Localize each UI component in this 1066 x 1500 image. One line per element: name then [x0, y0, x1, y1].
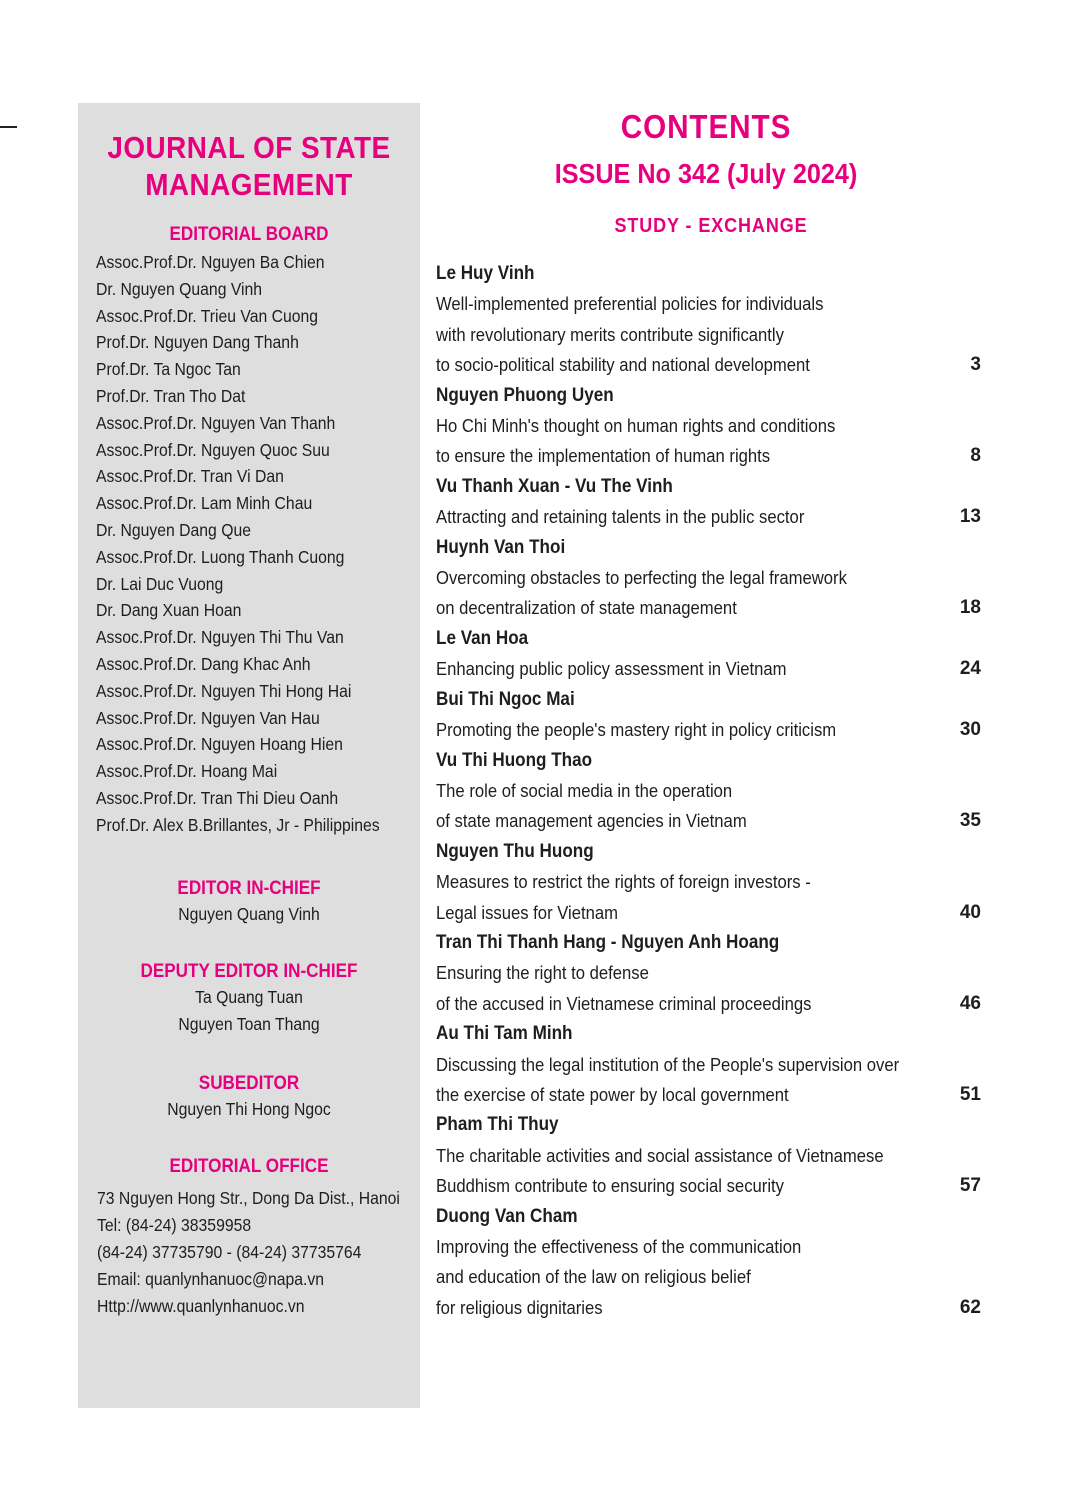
board-member: Dr. Lai Duc Vuong	[96, 573, 224, 594]
office-email: Email: quanlynhanuoc@napa.vn	[97, 1269, 325, 1290]
article-author: Nguyen Phuong Uyen	[436, 384, 614, 406]
toc-entry	[436, 1019, 981, 1110]
article-title-line	[436, 563, 981, 593]
board-member: Assoc.Prof.Dr. Nguyen Thi Hong Hai	[96, 680, 352, 701]
subeditor-names	[78, 1096, 420, 1123]
board-member: Assoc.Prof.Dr. Tran Vi Dan	[96, 466, 284, 487]
journal-title-line1: JOURNAL OF STATE	[107, 130, 391, 165]
page-number: 51	[959, 1083, 981, 1105]
page-number: 57	[959, 1175, 981, 1197]
journal-title	[95, 129, 403, 203]
editor-in-chief-heading: EDITOR IN-CHIEF	[177, 877, 321, 899]
article-author: Le Van Hoa	[436, 627, 529, 649]
toc-entry	[436, 533, 981, 624]
article-title-text: Ho Chi Minh's thought on human rights and conditions	[436, 415, 836, 437]
deputy-editor-heading: DEPUTY EDITOR IN-CHIEF	[140, 960, 358, 982]
article-title-line	[436, 1141, 981, 1171]
article-title-text: Well-implemented preferential policies for individuals	[436, 293, 824, 315]
article-title-line	[436, 989, 981, 1019]
article-title-text: Overcoming obstacles to perfecting the legal framework	[436, 567, 847, 589]
article-title-line	[436, 654, 981, 684]
masthead-sidebar	[78, 103, 420, 1408]
article-title-text: the exercise of state power by local government	[436, 1083, 789, 1105]
board-member: Assoc.Prof.Dr. Nguyen Hoang Hien	[96, 734, 343, 755]
deputy-editor-names	[78, 984, 420, 1038]
page-number: 24	[959, 658, 981, 680]
article-title-text: Improving the effectiveness of the communication	[436, 1236, 802, 1257]
article-title-text: Ensuring the right to defense	[436, 962, 649, 984]
article-title-text: and education of the law on religious belief	[436, 1266, 751, 1288]
article-title-line	[436, 1262, 981, 1292]
board-member: Assoc.Prof.Dr. Dang Khac Anh	[96, 653, 311, 674]
article-author: Duong Van Cham	[436, 1205, 578, 1227]
article-title-text: Promoting the people's mastery right in policy criticism	[436, 719, 837, 741]
article-author: Nguyen Thu Huong	[436, 840, 594, 862]
article-title-line	[436, 289, 981, 319]
article-title-text: to socio-political stability and national development	[436, 354, 810, 376]
article-author: Pham Thi Thuy	[436, 1114, 559, 1136]
deputy-editor-name: Ta Quang Tuan	[195, 986, 303, 1007]
board-member: Prof.Dr. Alex B.Brillantes, Jr - Philippines	[96, 814, 380, 835]
article-title-text: to ensure the implementation of human rights	[436, 445, 771, 467]
board-member: Dr. Dang Xuan Hoan	[96, 600, 242, 621]
page-number: 46	[959, 992, 981, 1014]
issue-number: ISSUE No 342 (July 2024)	[554, 158, 858, 189]
article-title-line	[436, 1171, 981, 1201]
article-title-line	[436, 411, 981, 441]
toc-entry	[436, 1110, 981, 1201]
editorial-board-list	[78, 249, 420, 839]
article-title-text: on decentralization of state management	[436, 597, 737, 619]
article-title-line	[436, 715, 981, 745]
board-member: Dr. Nguyen Quang Vinh	[96, 278, 263, 299]
toc-entry	[436, 259, 981, 381]
toc-entry	[436, 746, 981, 837]
article-title-text: Enhancing public policy assessment in Vietnam	[436, 658, 787, 680]
editor-in-chief-name: Nguyen Quang Vinh	[178, 903, 320, 924]
office-tel-extra: (84-24) 37735790 - (84-24) 37735764	[97, 1241, 362, 1262]
board-member: Assoc.Prof.Dr. Nguyen Thi Thu Van	[96, 627, 344, 648]
page-number: 62	[959, 1296, 981, 1318]
journal-title-line2: MANAGEMENT	[145, 167, 353, 202]
article-author: Tran Thi Thanh Hang - Nguyen Anh Hoang	[436, 931, 780, 953]
board-member: Assoc.Prof.Dr. Tran Thi Dieu Oanh	[96, 787, 339, 808]
article-title-line	[436, 776, 981, 806]
deputy-editor-name: Nguyen Toan Thang	[178, 1013, 320, 1034]
page-number: 35	[959, 810, 981, 832]
page-number: 13	[959, 506, 981, 528]
article-author: Huynh Van Thoi	[436, 536, 566, 558]
article-title-text: Discussing the legal institution of the People's supervision over	[436, 1053, 900, 1075]
article-title-line	[436, 593, 981, 623]
article-title-text: with revolutionary merits contribute significantly	[436, 323, 784, 345]
page-number: 40	[959, 901, 981, 923]
article-title-text: Buddhism contribute to ensuring social security	[436, 1175, 784, 1197]
article-title-text: Attracting and retaining talents in the public sector	[436, 506, 805, 528]
toc-entry	[436, 1202, 981, 1324]
article-title-text: for religious dignitaries	[436, 1296, 603, 1318]
office-tel: Tel: (84-24) 38359958	[97, 1214, 252, 1235]
article-title-line	[436, 441, 981, 471]
editorial-office-heading: EDITORIAL OFFICE	[169, 1155, 329, 1177]
article-title-line	[436, 898, 981, 928]
article-title-line	[436, 350, 981, 380]
article-author: Vu Thi Huong Thao	[436, 749, 593, 771]
article-author: Bui Thi Ngoc Mai	[436, 688, 575, 710]
article-author: Vu Thanh Xuan - Vu The Vinh	[436, 475, 673, 497]
table-of-contents	[436, 259, 981, 1323]
article-title-text: Legal issues for Vietnam	[436, 901, 619, 923]
board-member: Assoc.Prof.Dr. Nguyen Ba Chien	[96, 252, 325, 272]
article-title-text: of state management agencies in Vietnam	[436, 810, 747, 832]
toc-entry	[436, 472, 981, 533]
article-title-line	[436, 867, 981, 897]
article-title-line	[436, 1050, 981, 1080]
page-number: 18	[959, 597, 981, 619]
board-member: Assoc.Prof.Dr. Nguyen Quoc Suu	[96, 439, 330, 460]
section-heading: STUDY - EXCHANGE	[614, 215, 808, 237]
article-title-line	[436, 502, 981, 532]
board-member: Assoc.Prof.Dr. Nguyen Van Thanh	[96, 412, 336, 433]
board-member: Prof.Dr. Nguyen Dang Thanh	[96, 332, 299, 353]
board-member: Prof.Dr. Ta Ngoc Tan	[96, 359, 241, 380]
article-title-line	[436, 320, 981, 350]
board-member: Prof.Dr. Tran Tho Dat	[96, 385, 246, 406]
article-author: Le Huy Vinh	[436, 263, 535, 284]
office-website: Http://www.quanlynhanuoc.vn	[97, 1296, 305, 1317]
page-number: 8	[970, 445, 981, 467]
toc-entry	[436, 837, 981, 928]
board-member: Assoc.Prof.Dr. Nguyen Van Hau	[96, 707, 320, 728]
article-title-text: The role of social media in the operation	[436, 779, 733, 801]
subeditor-name: Nguyen Thi Hong Ngoc	[167, 1098, 331, 1119]
article-title-text: Measures to restrict the rights of foreign investors -	[436, 871, 811, 893]
article-title-line	[436, 1232, 981, 1262]
article-title-line	[436, 806, 981, 836]
editorial-office-details	[78, 1185, 420, 1321]
editor-in-chief-names	[78, 901, 420, 928]
board-member: Assoc.Prof.Dr. Lam Minh Chau	[96, 493, 313, 514]
toc-entry	[436, 381, 981, 472]
toc-entry	[436, 928, 981, 1019]
article-title-line	[436, 1293, 981, 1323]
office-address: 73 Nguyen Hong Str., Dong Da Dist., Hanoi	[97, 1187, 400, 1208]
article-title-line	[436, 1080, 981, 1110]
board-member: Dr. Nguyen Dang Que	[96, 519, 251, 540]
toc-entry	[436, 685, 981, 746]
article-title-line	[436, 958, 981, 988]
article-title-text: The charitable activities and social assistance of Vietnamese	[436, 1144, 884, 1166]
crop-mark	[0, 126, 17, 128]
board-member: Assoc.Prof.Dr. Trieu Van Cuong	[96, 305, 319, 326]
toc-entry	[436, 624, 981, 685]
editorial-board-heading: EDITORIAL BOARD	[169, 224, 329, 245]
board-member: Assoc.Prof.Dr. Luong Thanh Cuong	[96, 546, 345, 567]
article-author: Au Thi Tam Minh	[436, 1023, 573, 1045]
subeditor-heading: SUBEDITOR	[198, 1072, 300, 1094]
board-member: Assoc.Prof.Dr. Hoang Mai	[96, 761, 278, 782]
page-number: 30	[959, 719, 981, 741]
contents-title: CONTENTS	[620, 108, 792, 145]
article-title-text: of the accused in Vietnamese criminal proceedings	[436, 992, 812, 1014]
page-number: 3	[970, 354, 981, 376]
